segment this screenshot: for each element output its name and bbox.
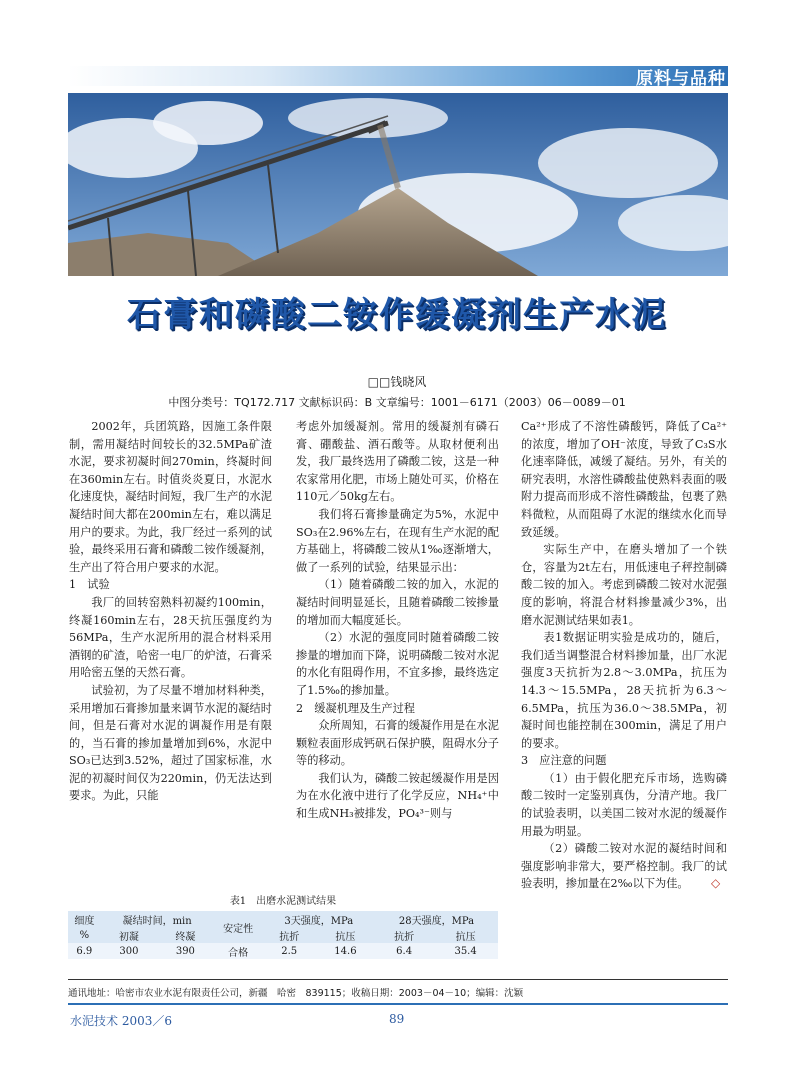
header-cell: 抗折	[263, 927, 316, 943]
article-author: □□钱晓风	[367, 375, 427, 389]
table-header-row	[68, 911, 498, 927]
table-cell: 35.4	[433, 943, 498, 959]
column-3	[521, 418, 727, 893]
paragraph: 实际生产中，在磨头增加了一个铁仓，容量为2t左右，用低速电子秤控制磷酸二铵的加入。考虑到磷酸二铵对水泥强度的影响，将混合材料掺量减少3%，出磨水泥测试结果如表1。	[521, 543, 727, 627]
paragraph: 考虑外加缓凝剂。常用的缓凝剂有磷石膏、硼酸盐、酒石酸等。从取材便利出发，我厂最终选用了磷酸二铵，这是一种农家常用化肥，市场上随处可买，价格在110元／50kg左右。	[296, 420, 499, 504]
table-cell: 300	[101, 943, 157, 959]
header-cell: 28天强度，MPa	[375, 911, 498, 927]
footer-divider	[68, 979, 728, 980]
header-cell: 抗压	[433, 927, 498, 943]
cover-photo	[68, 93, 728, 276]
results-table	[68, 911, 498, 959]
paragraph: 表1数据证明实验是成功的，随后，我们适当调整混合材料掺加量，出厂水泥强度3天抗折为2.8～3.0MPa，抗压为14.3～15.5MPa，28天抗折为6.3～6.5MPa，抗压为36.0～38.5MPa，初凝时间也能控制在300min，满足了用户的要求。	[521, 631, 727, 750]
section-heading: 3 应注意的问题	[521, 754, 607, 768]
header-cell: 终凝	[157, 927, 213, 943]
paragraph: 试验初，为了尽量不增加材料种类，采用增加石膏掺加量来调节水泥的凝结时间，但是石膏对水泥的调凝作用是有限的，当石膏的掺加量增加到6%，水泥中SO₃已达到3.52%，超过了国家标准，水泥的初凝时间仅为220min，仍无法达到要求。为此，只能	[69, 683, 272, 803]
table-cell: 14.6	[316, 943, 375, 959]
header-cell: %	[68, 927, 101, 943]
table-cell: 合格	[214, 943, 263, 959]
paragraph: （1）随着磷酸二铵的加入，水泥的凝结时间明显延长，且随着磷酸二铵掺量的增加而大幅度延长。	[296, 578, 499, 627]
results-table-block	[68, 892, 498, 959]
paragraph	[521, 840, 727, 893]
table-caption: 表1 出磨水泥测试结果	[229, 896, 337, 907]
column-2	[296, 418, 499, 823]
paragraph: （2）水泥的强度同时随着磷酸二铵掺量的增加而下降，说明磷酸二铵对水泥的水化有阻碍作用，不宜多掺，最终选定了1.5‰的掺加量。	[296, 631, 499, 697]
table-cell: 6.4	[375, 943, 433, 959]
publication-name: 水泥技术 2003／6	[70, 1014, 172, 1028]
paragraph: 我们将石膏掺量确定为5%，水泥中SO₃在2.96%左右，在现有生产水泥的配方基础上，将磷酸二铵从1‰逐渐增大，做了一系列的试验，结果显示出：	[296, 507, 499, 574]
paragraph: 2002年，兵团筑路，因施工条件限制，需用凝结时间较长的32.5MPa矿渣水泥，要求初凝时间270min，终凝时间在360min左右。时值炎炎夏日，水泥水化速度快，凝结时间短，我厂生产的水泥凝结时间大都在200min左右，难以满足用户的要求。为此，我厂经过一系列的试验，最终采用石膏和磷酸二铵作缓凝剂，生产出了符合用户要求的水泥。	[69, 420, 272, 574]
header-cell: 抗折	[375, 927, 433, 943]
header-cell: 细度	[68, 911, 101, 927]
section-label: 原料与品种	[636, 69, 726, 89]
paragraph: 众所周知，石膏的缓凝作用是在水泥颗粒表面形成钙矾石保护膜，阻碍水分子等的移动。	[296, 719, 499, 768]
paragraph: Ca²⁺形成了不溶性磷酸钙，降低了Ca²⁺的浓度，增加了OH⁻浓度，导致了C₃S水化速率降低，减缓了凝结。另外，有关的研究表明，水溶性磷酸盐使熟料表面的吸附力提高而形成不溶性磷酸盐，包裹了熟料微粒，从而阻碍了水泥的继续水化而导致延缓。	[521, 420, 727, 539]
section-heading: 1 试验	[69, 578, 110, 592]
conveyor-photo-illustration	[68, 93, 728, 276]
article-title: 石膏和磷酸二铵作缓凝剂生产水泥	[127, 295, 667, 335]
header-cell: 初凝	[101, 927, 157, 943]
table-subheader-row	[68, 927, 498, 943]
paragraph: 我厂的回转窑熟料初凝约100min，终凝160min左右，28天抗压强度约为56MPa，生产水泥所用的混合材料采用酒钢的矿渣，哈密一电厂的炉渣，石膏采用哈密五堡的天然石膏。	[69, 595, 272, 680]
table-cell: 390	[157, 943, 213, 959]
header-cell: 凝结时间，min	[101, 911, 214, 927]
article-meta: 中图分类号：TQ172.717 文献标识码：B 文章编号：1001－6171（2003）06－0089－01	[168, 396, 626, 409]
section-heading: 2 缓凝机理及生产过程	[296, 701, 415, 715]
header-cell: 3天强度，MPa	[263, 911, 375, 927]
column-1	[69, 418, 272, 805]
end-mark-icon: ◇	[710, 876, 721, 891]
table-cell: 2.5	[263, 943, 316, 959]
table-row	[68, 943, 498, 959]
header-cell: 抗压	[316, 927, 375, 943]
paragraph: 我们认为，磷酸二铵起缓凝作用是因为在水化液中进行了化学反应，NH₄⁺中和生成NH₃被排发，PO₄³⁻则与	[296, 771, 499, 821]
header-band	[68, 66, 728, 86]
footer-rule	[68, 1003, 728, 1005]
header-cell: 安定性	[214, 911, 263, 943]
page-number: 89	[389, 1012, 405, 1026]
paragraph-text: （2）磷酸二铵对水泥的凝结时间和强度影响非常大，要严格控制。我厂的试验表明，掺加量在2‰以下为佳。	[521, 842, 727, 891]
table-cell: 6.9	[68, 943, 101, 959]
paragraph: （1）由于假化肥充斥市场，选购磷酸二铵时一定鉴别真伪，分清产地。我厂的试验表明，以美国二铵对水泥的缓凝作用最为明显。	[521, 771, 727, 838]
author-address: 通讯地址：哈密市农业水泥有限责任公司，新疆 哈密 839115；收稿日期：2003－04－10；编辑：沈颖	[68, 988, 524, 999]
